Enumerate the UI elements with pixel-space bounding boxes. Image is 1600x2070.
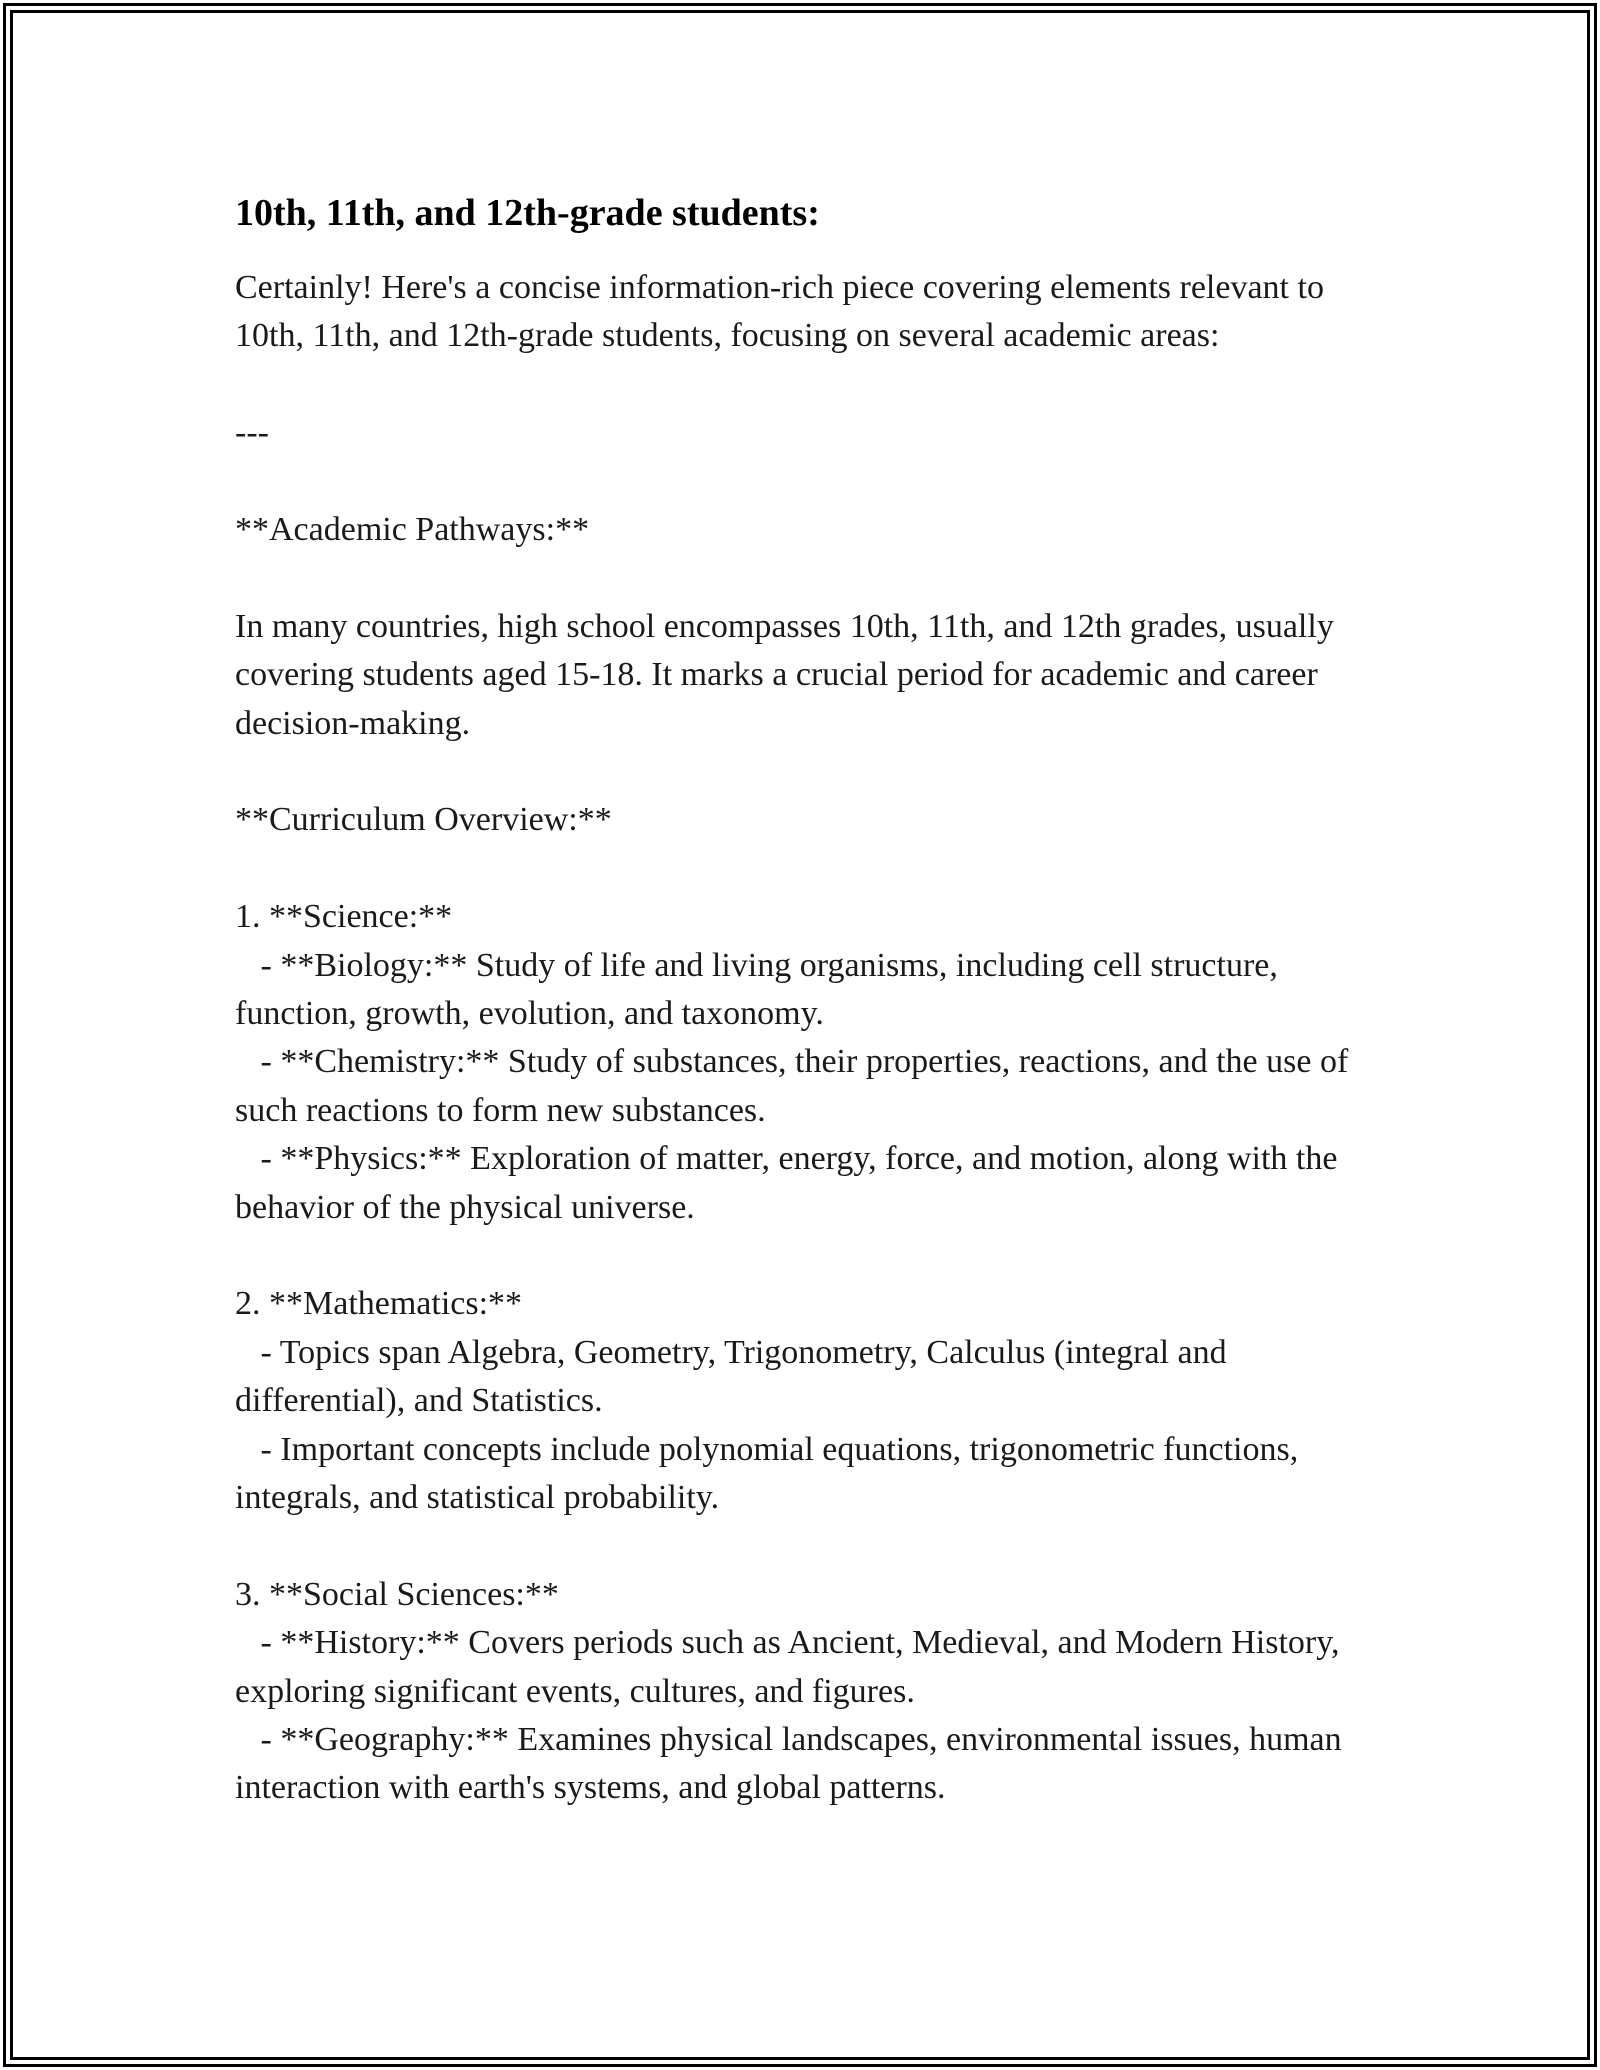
intro-paragraph: Certainly! Here's a concise information-rich piece covering elements relevant to 10th, 11th, and 12th-grade students, focusing on several academic areas: [235, 269, 1333, 355]
curriculum-heading: **Curriculum Overview:** [235, 801, 612, 839]
spacer [235, 554, 1385, 602]
list-item: - **Biology:** Study of life and living organisms, including cell structure, function, growth, evolution, and taxonomy. [235, 946, 1287, 1033]
section-social-sciences [235, 1571, 1385, 1813]
document-title: 10th, 11th, and 12th-grade students: [235, 192, 820, 234]
section-heading: 1. **Science:** [235, 898, 453, 936]
spacer [235, 845, 1385, 893]
pathways-heading: **Academic Pathways:** [235, 511, 590, 548]
list-item: - **Chemistry:** Study of substances, their properties, reactions, and the use of such reactions to form new substances. [235, 1043, 1357, 1129]
document-body [235, 188, 1385, 1813]
list-item: - Topics span Algebra, Geometry, Trigonometry, Calculus (integral and differential), and Statistics. [235, 1333, 1236, 1420]
list-item: - **History:** Covers periods such as Ancient, Medieval, and Modern History, exploring significant events, cultures, and figures. [235, 1624, 1349, 1710]
section-heading: 3. **Social Sciences:** [235, 1575, 559, 1613]
spacer [235, 1232, 1385, 1280]
spacer [235, 361, 1385, 409]
separator-line: --- [235, 414, 269, 452]
list-item: - **Physics:** Exploration of matter, energy, force, and motion, along with the behavior of the physical universe. [235, 1140, 1346, 1226]
section-heading: 2. **Mathematics:** [235, 1285, 523, 1323]
section-mathematics [235, 1280, 1385, 1522]
spacer [235, 1522, 1385, 1570]
list-item: - **Geography:** Examines physical landscapes, environmental issues, human interaction with earth's systems, and global patterns. [235, 1721, 1351, 1807]
section-science [235, 893, 1385, 1232]
list-item: - Important concepts include polynomial equations, trigonometric functions, integrals, and statistical probability. [235, 1430, 1307, 1517]
spacer [235, 748, 1385, 796]
spacer [235, 458, 1385, 506]
pathways-paragraph: In many countries, high school encompasses 10th, 11th, and 12th grades, usually covering students aged 15-18. It marks a crucial period for academic and career decision-making. [235, 607, 1343, 742]
